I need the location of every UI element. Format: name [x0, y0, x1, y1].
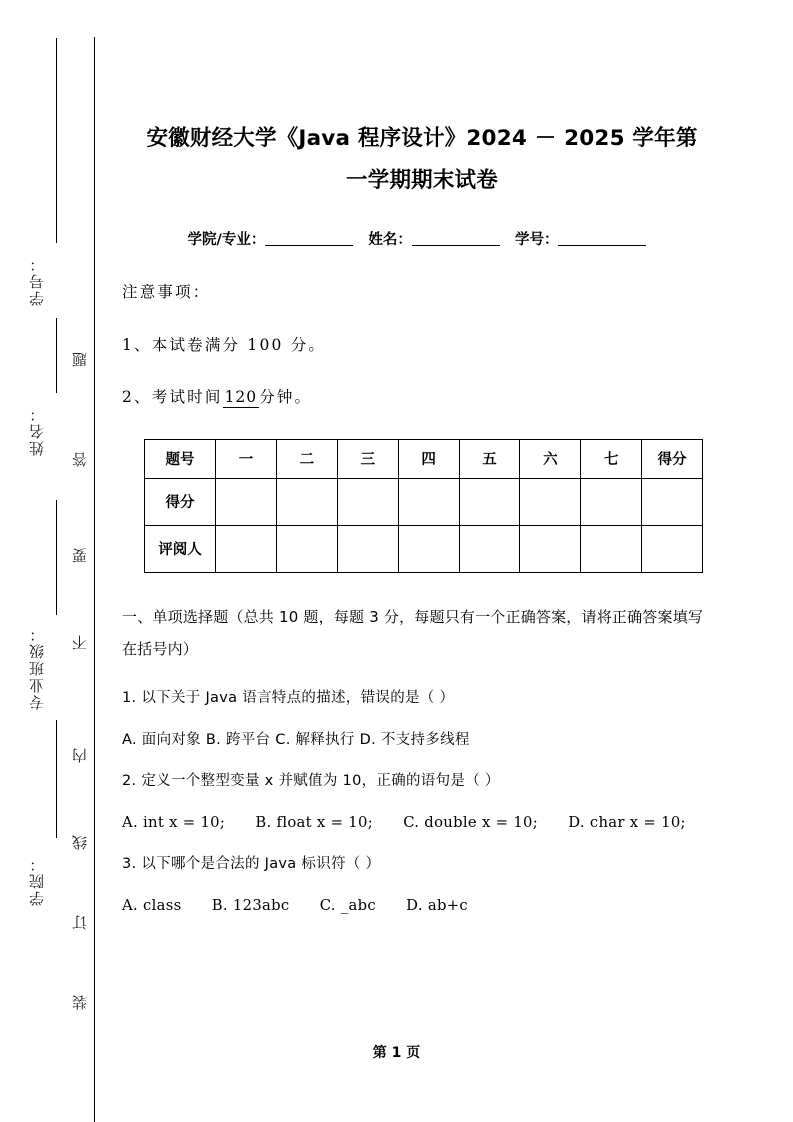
binding-vertical-rule [94, 37, 95, 1122]
page-title [122, 0, 722, 202]
notes-item-2-suffix: 分钟。 [259, 388, 313, 406]
binding-inner-label-7: 订 [71, 915, 89, 930]
question-list [122, 691, 722, 915]
table-row [145, 525, 703, 572]
binding-inner-label-8: 装 [71, 995, 89, 1010]
student-id-label: 学号： [514, 232, 559, 248]
score-table-cell[interactable] [216, 478, 277, 525]
score-table-cell[interactable] [520, 525, 581, 572]
score-table-cell[interactable] [276, 478, 337, 525]
binding-outer-label-2: 姓名： [28, 405, 46, 456]
question-options-3[interactable]: A. class B. 123abc C. _abc D. ab+c [122, 897, 469, 915]
score-table [144, 439, 703, 573]
score-table-cell[interactable] [581, 478, 642, 525]
score-table-row-header: 得分 [145, 478, 216, 525]
score-table-cell[interactable] [398, 525, 459, 572]
binding-inner-label-3: 要 [71, 548, 89, 563]
binding-outer-label-1: 学号： [28, 255, 46, 306]
section-heading-single-choice: 一、单项选择题（总共 10 题，每题 3 分，每题只有一个正确答案，请将正确答案填写在括号内） [122, 607, 704, 658]
score-table-cell[interactable] [398, 478, 459, 525]
college-major-label: 学院/专业： [187, 232, 266, 248]
binding-sidebar [0, 0, 110, 1122]
name-field[interactable] [368, 232, 500, 248]
binding-outer-label-4: 学院： [28, 855, 46, 906]
binding-outer-label-3: 专业班级： [28, 625, 46, 710]
binding-inner-label-4: 不 [71, 635, 89, 650]
binding-outer-rule-3 [56, 500, 57, 615]
question-options-2[interactable]: A. int x = 10; B. float x = 10; C. double x = 10; D. char x = 10; [122, 814, 686, 831]
binding-outer-rule-4 [56, 720, 57, 838]
page-title-line-1: 安徽财经大学《Java 程序设计》2024 － 2025 学年第 [146, 126, 698, 151]
question-stem-2: 2. 定义一个整型变量 x 并赋值为 10，正确的语句是（ ） [122, 772, 500, 789]
binding-inner-label-1: 题 [71, 352, 89, 367]
score-table-cell[interactable] [459, 525, 520, 572]
college-major-field[interactable] [188, 232, 354, 248]
notes-item-2 [122, 390, 722, 406]
score-table-corner-header: 题号 [145, 439, 216, 478]
score-table-cell[interactable] [459, 478, 520, 525]
binding-outer-rule-1 [56, 38, 57, 243]
student-info-fields [122, 228, 722, 249]
score-table-cell[interactable] [642, 525, 703, 572]
binding-inner-label-2: 答 [71, 452, 89, 467]
student-id-blank[interactable] [558, 245, 646, 246]
table-row [145, 478, 703, 525]
exam-duration-value: 120 [224, 388, 258, 406]
binding-inner-label-6: 线 [71, 835, 89, 850]
notes-item-1: 1、本试卷满分 100 分。 [122, 335, 327, 354]
notes-heading: 注意事项： [122, 283, 211, 301]
college-major-blank[interactable] [265, 245, 353, 246]
student-id-field[interactable] [515, 232, 647, 248]
page-title-line-2: 一学期期末试卷 [346, 168, 498, 193]
question-options-1[interactable]: A. 面向对象 B. 跨平台 C. 解释执行 D. 不支持多线程 [122, 732, 470, 748]
score-table-cell[interactable] [216, 525, 277, 572]
question-stem-3: 3. 以下哪个是合法的 Java 标识符（ ） [122, 855, 381, 872]
page-number-label: 第 1 页 [372, 1045, 421, 1061]
notes-item-2-prefix: 2、考试时间 [122, 388, 223, 406]
score-table-col-header: 七 [581, 439, 642, 478]
score-table-col-header: 一 [216, 439, 277, 478]
score-table-cell[interactable] [337, 478, 398, 525]
name-label: 姓名： [368, 232, 412, 248]
name-blank[interactable] [412, 245, 500, 246]
binding-inner-label-5: 内 [71, 748, 89, 763]
score-table-cell[interactable] [520, 478, 581, 525]
score-table-col-header: 二 [276, 439, 337, 478]
exam-paper-content [122, 0, 722, 914]
score-table-cell[interactable] [276, 525, 337, 572]
score-table-cell[interactable] [337, 525, 398, 572]
score-table-col-header: 五 [459, 439, 520, 478]
score-table-col-header: 六 [520, 439, 581, 478]
score-table-col-header: 三 [337, 439, 398, 478]
score-table-col-header: 得分 [642, 439, 703, 478]
table-row [145, 439, 703, 478]
page-footer [0, 1042, 793, 1062]
score-table-row-header: 评阅人 [145, 525, 216, 572]
score-table-cell[interactable] [642, 478, 703, 525]
score-table-col-header: 四 [398, 439, 459, 478]
question-stem-1: 1. 以下关于 Java 语言特点的描述，错误的是（ ） [122, 689, 455, 706]
score-table-cell[interactable] [581, 525, 642, 572]
score-table-body [145, 439, 703, 572]
binding-outer-rule-2 [56, 318, 57, 393]
